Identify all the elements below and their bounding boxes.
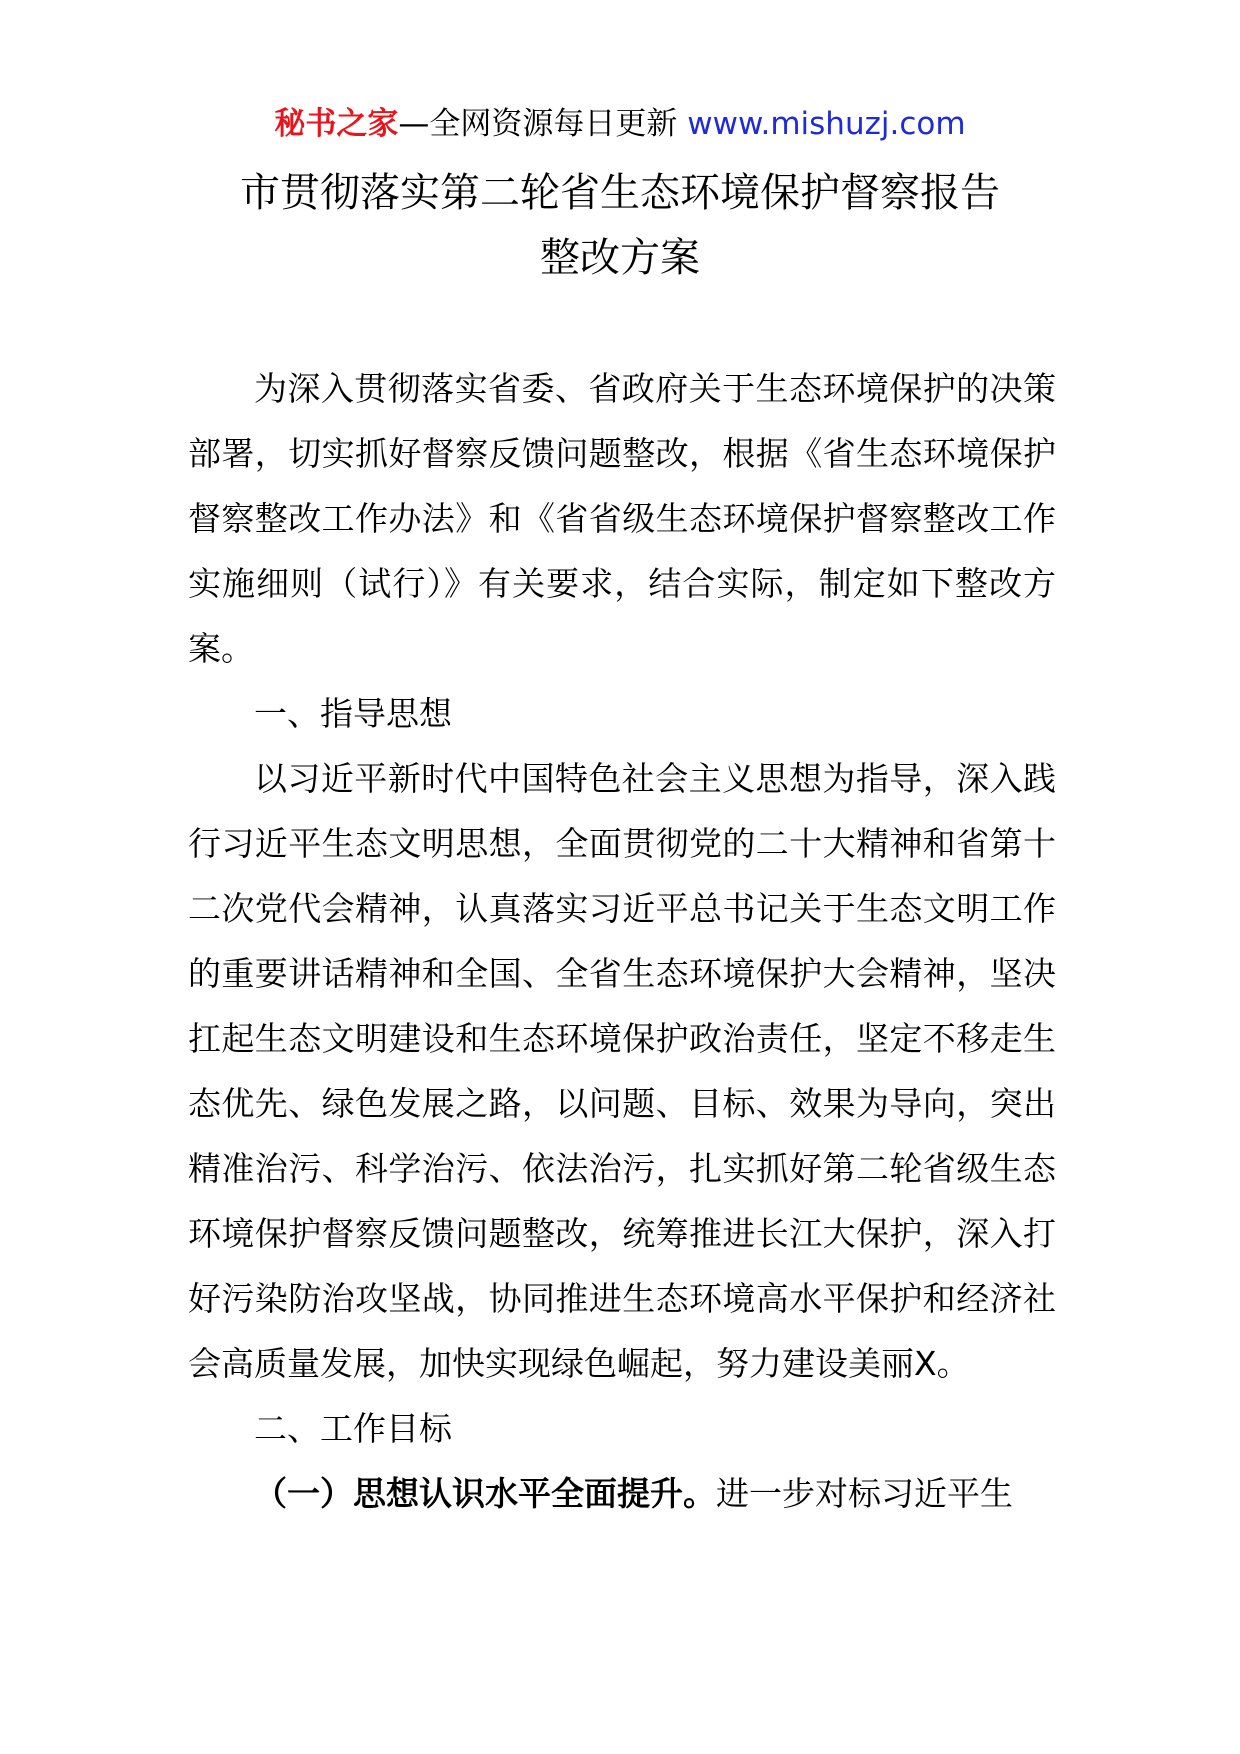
brand-name: 秘书之家 (274, 106, 399, 142)
document-title-line-1: 市贯彻落实第二轮省生态环境保护督察报告 (240, 170, 1000, 216)
document-title-line-2: 整改方案 (540, 235, 700, 281)
guiding-ideology-paragraph: 以习近平新时代中国特色社会主义思想为指导，深入践行习近平生态文明思想，全面贯彻党的二十大精神和省第十二次党代会精神，认真落实习近平总书记关于生态文明工作的重要讲话精神和全国、全省生态环境保护大会精神，坚决扛起生态文明建设和生态环境保护政治责任，坚定不移走生态优先、绿色发展之路，以问题、目标、效果为导向，突出精准治污、科学治污、依法治污，扎实抓好第二轮省级生态环境保护督察反馈问题整改，统筹推进长江大保护，深入打好污染防治攻坚战，协同推进生态环境高水平保护和经济社会高质量发展，加快实现绿色崛起，努力建设美丽X。 (188, 759, 1056, 1383)
site-url-link[interactable]: www.mishuzj.com (677, 106, 966, 142)
goal-item-1 (188, 1461, 1056, 1526)
site-header (0, 102, 1240, 146)
document-body (188, 356, 1056, 1526)
goal-item-1-text: 进一步对标习近平生 (716, 1474, 1013, 1513)
intro-paragraph: 为深入贯彻落实省委、省政府关于生态环境保护的决策部署，切实抓好督察反馈问题整改，根据《省生态环境保护督察整改工作办法》和《省省级生态环境保护督察整改工作实施细则（试行）》有关要求，结合实际，制定如下整改方案。 (188, 369, 1056, 668)
section-heading-work-goals: 二、工作目标 (254, 1409, 452, 1448)
goal-item-1-heading: （一）思想认识水平全面提升。 (254, 1474, 716, 1513)
section-heading-guiding-ideology: 一、指导思想 (254, 694, 452, 733)
site-slogan: —全网资源每日更新 (398, 106, 678, 142)
